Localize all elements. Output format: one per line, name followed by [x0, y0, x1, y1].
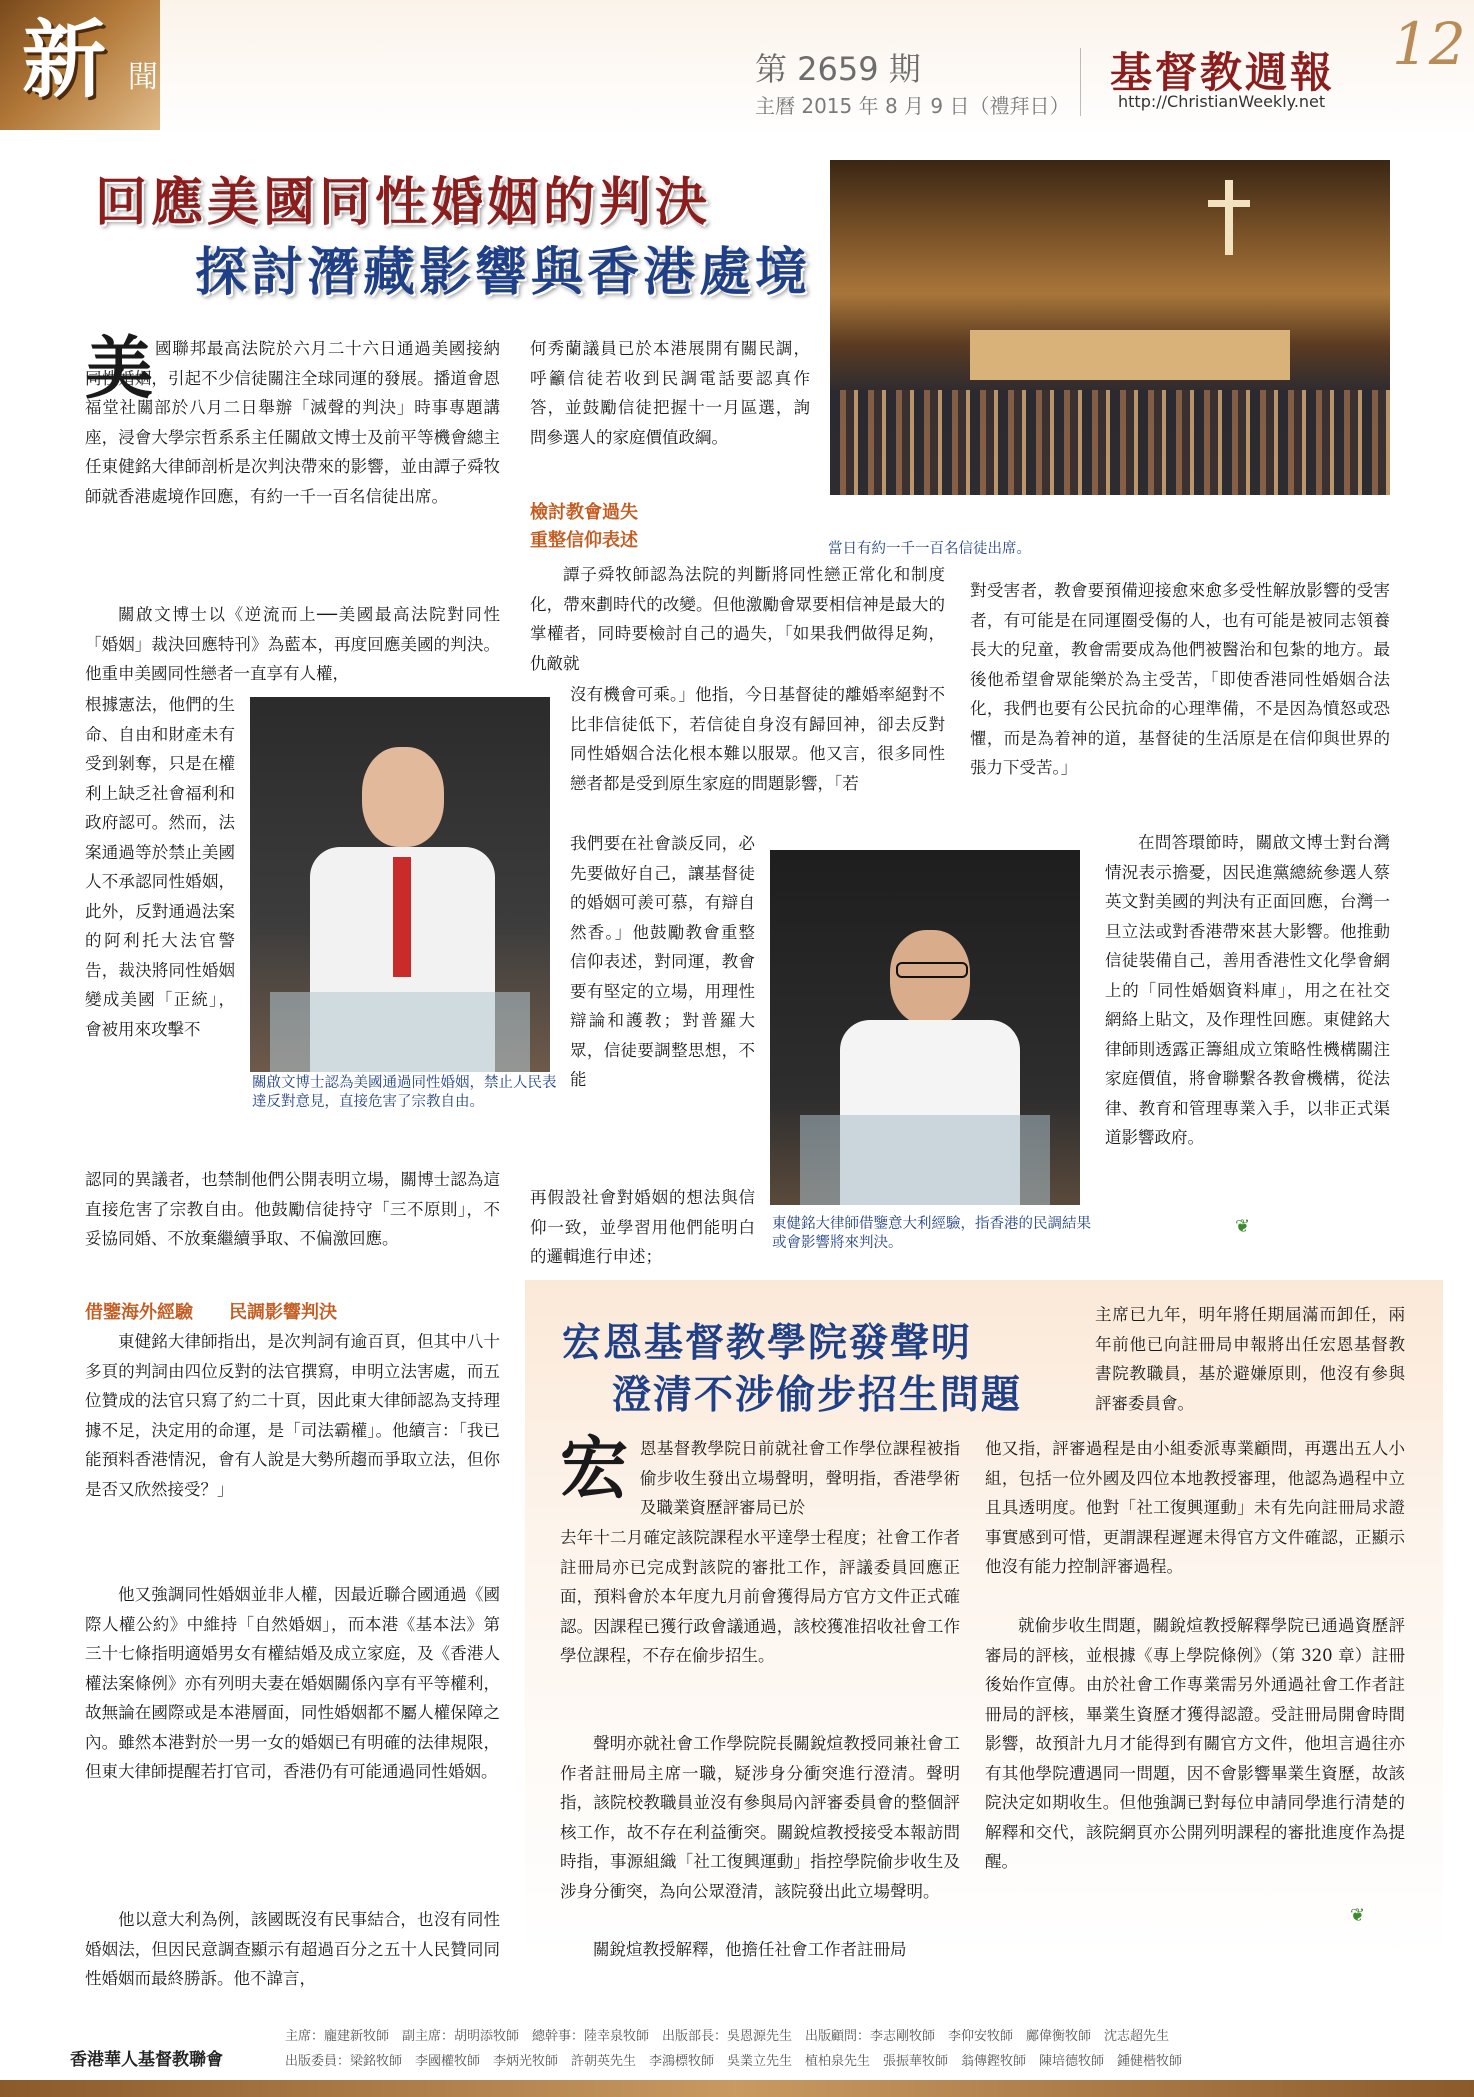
- article2-col2-top: 主席已九年，明年將任期屆滿而卸任，兩年前他已向註冊局申報將出任宏恩基督教書院教職員，基於避嫌原則，他沒有參與評審委員會。: [1095, 1305, 1405, 1413]
- article1-col1-p3: 認同的異議者，也禁制他們公開表明立場，關博士認為這直接危害了宗教自由。他鼓勵信徒持守「三不原則」，不妥協同婚、不放棄繼續爭取、不偏激回應。: [85, 1170, 500, 1248]
- podium: [800, 1115, 1050, 1205]
- cross-icon: [1225, 180, 1233, 255]
- photo-kwan: [250, 697, 550, 1072]
- page-number: 12: [1392, 10, 1466, 78]
- dropcap: 美: [85, 329, 154, 409]
- article1-col1-p6: 他以意大利為例，該國既沒有民事結合，也沒有同性婚姻法，但因民意調查顯示有超過百分之五十人民贊同同性婚姻而最終勝訴。他不諱言，: [85, 1910, 500, 1988]
- article1-col3-p1: 對受害者，教會要預備迎接愈來愈多受性解放影響的受害者，有可能是在同運圈受傷的人，也有可能是被同志領養長大的兒童，教會需要成為他們被醫治和包紮的地方。最後他希望會眾能樂於為主受苦，「即使香港同性婚姻合法化，我們也要有公民抗命的心理準備，不是因為憤怒或恐懼，而是為着神的道，基督徒的生活原是在信仰與世界的張力下受苦。」: [970, 581, 1390, 777]
- header-divider: [1080, 48, 1081, 116]
- article2-col2-p1: 他又指，評審過程是由小組委派專業顧問，再選出五人小組，包括一位外國及四位本地教授審理，他認為過程中立且具透明度。他對「社工復興運動」未有先向註冊局求證事實感到可惜，更謂課程遲遲未得官方文件確認，正顯示他沒有能力控制評審過程。: [985, 1439, 1405, 1576]
- article2-col1-p2: 聲明亦就社會工作學院院長關銳煊教授同兼社會工作者註冊局主席一職，疑涉身分衝突進行澄清。聲明指，該院校教職員並沒有參與局內評審委員會的整個評核工作，故不存在利益衝突。關銳煊教授接受本報訪問時指，事源組織「社工復興運動」指控學院偷步收生及涉身分衝突，為向公眾澄清，該院發出此立場聲明。: [560, 1734, 960, 1901]
- article2-headline-line1: 宏恩基督教學院發聲明: [562, 1320, 973, 1366]
- speaker-tie: [393, 857, 411, 977]
- bottom-bar: [0, 2080, 1474, 2097]
- caption-tung: 東健銘大律師借鑒意大利經驗，指香港的民調結果或會影響將來判決。: [772, 1216, 1091, 1251]
- footer-editorial-line1: 主席：龐建新牧師 副主席：胡明添牧師 總幹事：陸幸泉牧師 出版部長：吳恩源先生 出版顧問：李志剛牧師 李仰安牧師 鄺偉衡牧師 沈志超先生: [285, 2029, 1170, 2044]
- article2-col1-p3: 關銳煊教授解釋，他擔任社會工作者註冊局: [593, 1940, 907, 1959]
- paragraph: [85, 329, 500, 511]
- subheading-review-line1: 檢討教會過失: [530, 502, 638, 523]
- article1-headline-line1: 回應美國同性婚姻的判決: [95, 172, 712, 233]
- article2-headline-line2: 澄清不涉偷步招生問題: [612, 1372, 1023, 1418]
- podium: [270, 992, 530, 1072]
- masthead-logo: 基督教週報: [1110, 48, 1336, 97]
- article1-col1-p2: 關啟文博士以《逆流而上──美國最高法院對同性「婚姻」裁決回應特刊》為藍本，再度回應美國的判決。他重申美國同性戀者一直享有人權，: [85, 605, 500, 683]
- article1-col1-p1: 國聯邦最高法院於六月二十六日通過美國接納同性婚姻，引起不少信徒關注全球同運的發展。播道會恩福堂社關部於八月二日舉辦「滅聲的判決」時事專題講座，浸會大學宗哲系系主任關啟文博士及前平等機會總主任東健銘大律師剖析是次判決帶來的影響，並由譚子舜牧師就香港處境作回應，有約一千一百名信徒出席。: [85, 339, 500, 506]
- article1-col2-p2: 譚子舜牧師認為法院的判斷將同性戀正常化和制度化，帶來劃時代的改變。但他激勵會眾要相信神是最大的掌權者，同時要檢討自己的過失，「如果我們做得足夠，仇敵就: [530, 565, 945, 673]
- photo-hall-audience: [830, 160, 1390, 495]
- section-subtitle: 聞: [128, 60, 158, 95]
- article1-col1-p5: 他又強調同性婚姻並非人權，因最近聯合國通過《國際人權公約》中維持「自然婚姻」，而本港《基本法》第三十七條指明適婚男女有權結婚及成立家庭，及《香港人權法案條例》亦有列明夫妻在婚姻關係內享有平等權利，故無論在國際或是本港層面，同性婚姻都不屬人權保障之內。雖然本港對於一男一女的婚姻已有明確的法律規限，但東大律師提醒若打官司，香港仍有可能通過同性婚姻。: [85, 1585, 500, 1781]
- caption-kwan: 關啟文博士認為美國通過同性婚姻，禁止人民表達反對意見，直接危害了宗教自由。: [252, 1075, 557, 1110]
- article2-col1-p1: 去年十二月確定該院課程水平達學士程度；社會工作者註冊局亦已完成對該院的審批工作，評議委員回應正面，預料會於本年度九月前會獲得局方官方文件正式確認。因課程已獲行政會議通過，該校獲准招收社會工作學位課程，不存在偷步招生。: [560, 1528, 960, 1665]
- caption-hall: 當日有約一千一百名信徒出席。: [828, 541, 1031, 557]
- issue-date: 主曆 2015 年 8 月 9 日（禮拜日）: [755, 94, 1070, 118]
- section-title: 新: [22, 10, 107, 109]
- dropcap: 宏: [560, 1429, 629, 1509]
- article1-col2-p1: 何秀蘭議員已於本港展開有關民調，呼籲信徒若收到民調電話要認真作答，並鼓勵信徒把握十一月區選，詢問參選人的家庭價值政綱。: [530, 339, 810, 447]
- footer-editorial-line2: 出版委員：梁銘牧師 李國權牧師 李炳光牧師 許朝英先生 李鴻標牧師 吳業立先生 植柏泉先生 張振華牧師 翁傳鏗牧師 陳培德牧師 鍾健楷牧師: [285, 2054, 1183, 2069]
- article1-col2-narrow: 我們要在社會談反同，必先要做好自己，讓基督徒的婚姻可羨可慕，有辯自然香。」他鼓勵教會重整信仰表述，對同運，教會要有堅定的立場，用理性辯論和護教；對普羅大眾，信徒要調整思想，不能: [570, 834, 755, 1089]
- publisher-name: 香港華人基督教聯會: [70, 2050, 223, 2070]
- subheading-review-line2: 重整信仰表述: [530, 530, 638, 551]
- issue-number: 第 2659 期: [755, 50, 921, 88]
- end-mark-icon: ❦: [1350, 1905, 1366, 1926]
- article1-col1-p4: 東健銘大律師指出，是次判詞有逾百頁，但其中八十多頁的判詞由四位反對的法官撰寫，申明立法害處，而五位贊成的法官只寫了約二十頁，因此東大律師認為支持理據不足，決定用的命運，是「司法霸權」。他續言：「我已能預料香港情況，會有人說是大勢所趨而爭取立法，但你是否又欣然接受？」: [85, 1332, 500, 1499]
- article1-col2-p4: 再假設社會對婚姻的想法與信仰一致，並學習用他們能明白的邏輯進行申述；: [530, 1188, 755, 1266]
- end-mark-icon: ❦: [1235, 1216, 1251, 1237]
- article1-col3-narrow: 在問答環節時，關啟文博士對台灣情況表示擔憂，因民進黨總統參選人蔡英文對美國的判決有正面回應，台灣一旦立法或對香港帶來甚大影響。他推動信徒裝備自己，善用香港性文化學會網上的「同性婚姻資料庫」，用之在社交網絡上貼文，及作理性回應。東健銘大律師則透露正籌組成立策略性機構關注家庭價值，將會聯繫各教會機構，從法律、教育和管理專業入手，以非正式渠道影響政府。: [1105, 833, 1390, 1147]
- speaker-face: [362, 747, 444, 847]
- photo-tung: [770, 850, 1080, 1205]
- article2-col2-p2: 就偷步收生問題，關銳煊教授解釋學院已通過資歷評審局的評核，並根據《專上學院條例》（第 320 章）註冊後始作宣傳。由於社會工作專業需另外通過社會工作者註冊局的評核，畢業生資歷才獲得認證。受註冊局開會時間影響，故預計九月才能得到有關官方文件，他坦言過往亦有其他學院遭遇同一問題，因不會影響畢業生資歷，故該院決定如期收生。但他強調已對每位申請同學進行清楚的解釋和交代，該院網頁亦公開列明課程的審批進度作為提醒。: [985, 1616, 1405, 1871]
- cross-bar: [1208, 200, 1250, 207]
- article1-headline-line2: 探討潛藏影響與香港處境: [195, 242, 812, 303]
- glasses: [896, 962, 968, 978]
- article1-col2-p3: 沒有機會可乘。」他指，今日基督徒的離婚率絕對不比非信徒低下，若信徒自身沒有歸回神，卻去反對同性婚姻合法化根本難以服眾。他又言，很多同性戀者都是受到原生家庭的問題影響，「若: [570, 685, 945, 793]
- article2-col1-top: 恩基督教學院日前就社會工作學位課程被指偷步收生發出立場聲明，聲明指，香港學術及職業資歷評審局已於: [640, 1439, 960, 1517]
- website-link[interactable]: http://ChristianWeekly.net: [1118, 92, 1326, 111]
- subheading-overseas: 借鑒海外經驗 民調影響判決: [85, 1302, 337, 1323]
- stage: [970, 330, 1290, 380]
- article1-col1-narrow: 根據憲法，他們的生命、自由和財產未有受到剝奪，只是在權利上缺乏社會福利和政府認可。然而，法案通過等於禁止美國人不承認同性婚姻，此外，反對通過法案的阿利托大法官警告，裁決將同性婚姻變成美國「正統」，會被用來攻擊不: [85, 695, 235, 1039]
- audience: [830, 390, 1390, 495]
